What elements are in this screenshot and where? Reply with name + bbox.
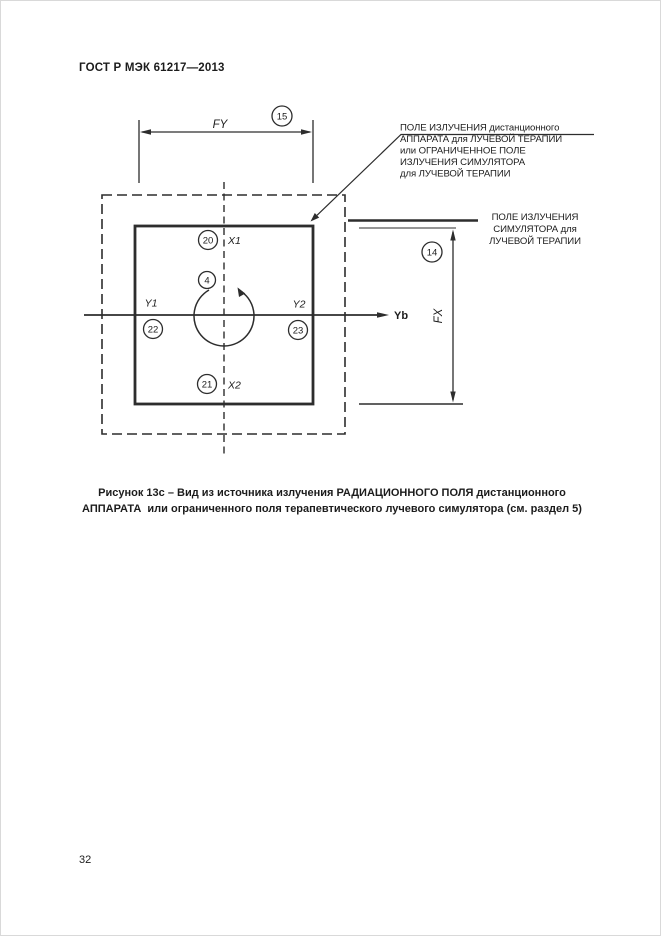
annotation-line: СИМУЛЯТОРА для [493,224,577,235]
fx-label: FX [433,308,445,324]
x1-label: X1 [228,235,241,247]
callout-14-number: 14 [426,247,438,259]
page-number: 32 [79,854,92,866]
callout-22-number: 22 [147,324,159,336]
callout-15-number: 15 [276,111,288,123]
callout-20-number: 20 [202,235,214,247]
annotation-line: для ЛУЧЕВОЙ ТЕРАПИИ [400,168,511,180]
x2-label: X2 [228,379,241,392]
simulator-field-annotation [489,212,581,247]
rotation-arrowhead-icon [238,287,246,297]
annotation-line: ИЗЛУЧЕНИЯ СИМУЛЯТОРА [400,157,526,168]
callout-4-number: 4 [204,275,210,287]
annotation-line: ЛУЧЕВОЙ ТЕРАПИИ [489,236,581,247]
yb-axis-label: Yb [394,310,409,322]
yb-axis-arrowhead-icon [377,312,389,318]
figure-caption-line1: Рисунок 13с – Вид из источника излучения РАДИАЦИОННОГО ПОЛЯ дистанционного [98,487,566,499]
annotation-line: АППАРАТА для ЛУЧЕВОЙ ТЕРАПИИ [400,134,563,145]
y2-label: Y2 [292,298,306,311]
fx-dimension [359,228,463,404]
fy-label: FY [212,119,228,131]
figure-13c-diagram [1,1,661,936]
fy-arrowhead-right-icon [301,129,312,135]
annotation-line: ПОЛЕ ИЗЛУЧЕНИЯ дистанционного [400,122,560,134]
fx-arrowhead-top-icon [450,230,455,241]
fy-dimension [139,106,313,183]
callout-21-number: 21 [201,379,213,391]
annotation-line: или ОГРАНИЧЕННОЕ ПОЛЕ [400,145,526,157]
figure-caption-line2: АППАРАТА или ограниченного поля терапевтического лучевого симулятора (см. раздел 5) [82,502,582,515]
callout-23-number: 23 [292,325,304,337]
y1-label: Y1 [144,297,158,310]
annotation-line: ПОЛЕ ИЗЛУЧЕНИЯ [491,212,579,223]
fy-arrowhead-left-icon [140,129,151,135]
figure-caption [36,486,628,517]
document-header: ГОСТ Р МЭК 61217—2013 [79,62,225,74]
fx-arrowhead-bottom-icon [450,392,455,403]
remote-field-annotation [400,123,562,180]
